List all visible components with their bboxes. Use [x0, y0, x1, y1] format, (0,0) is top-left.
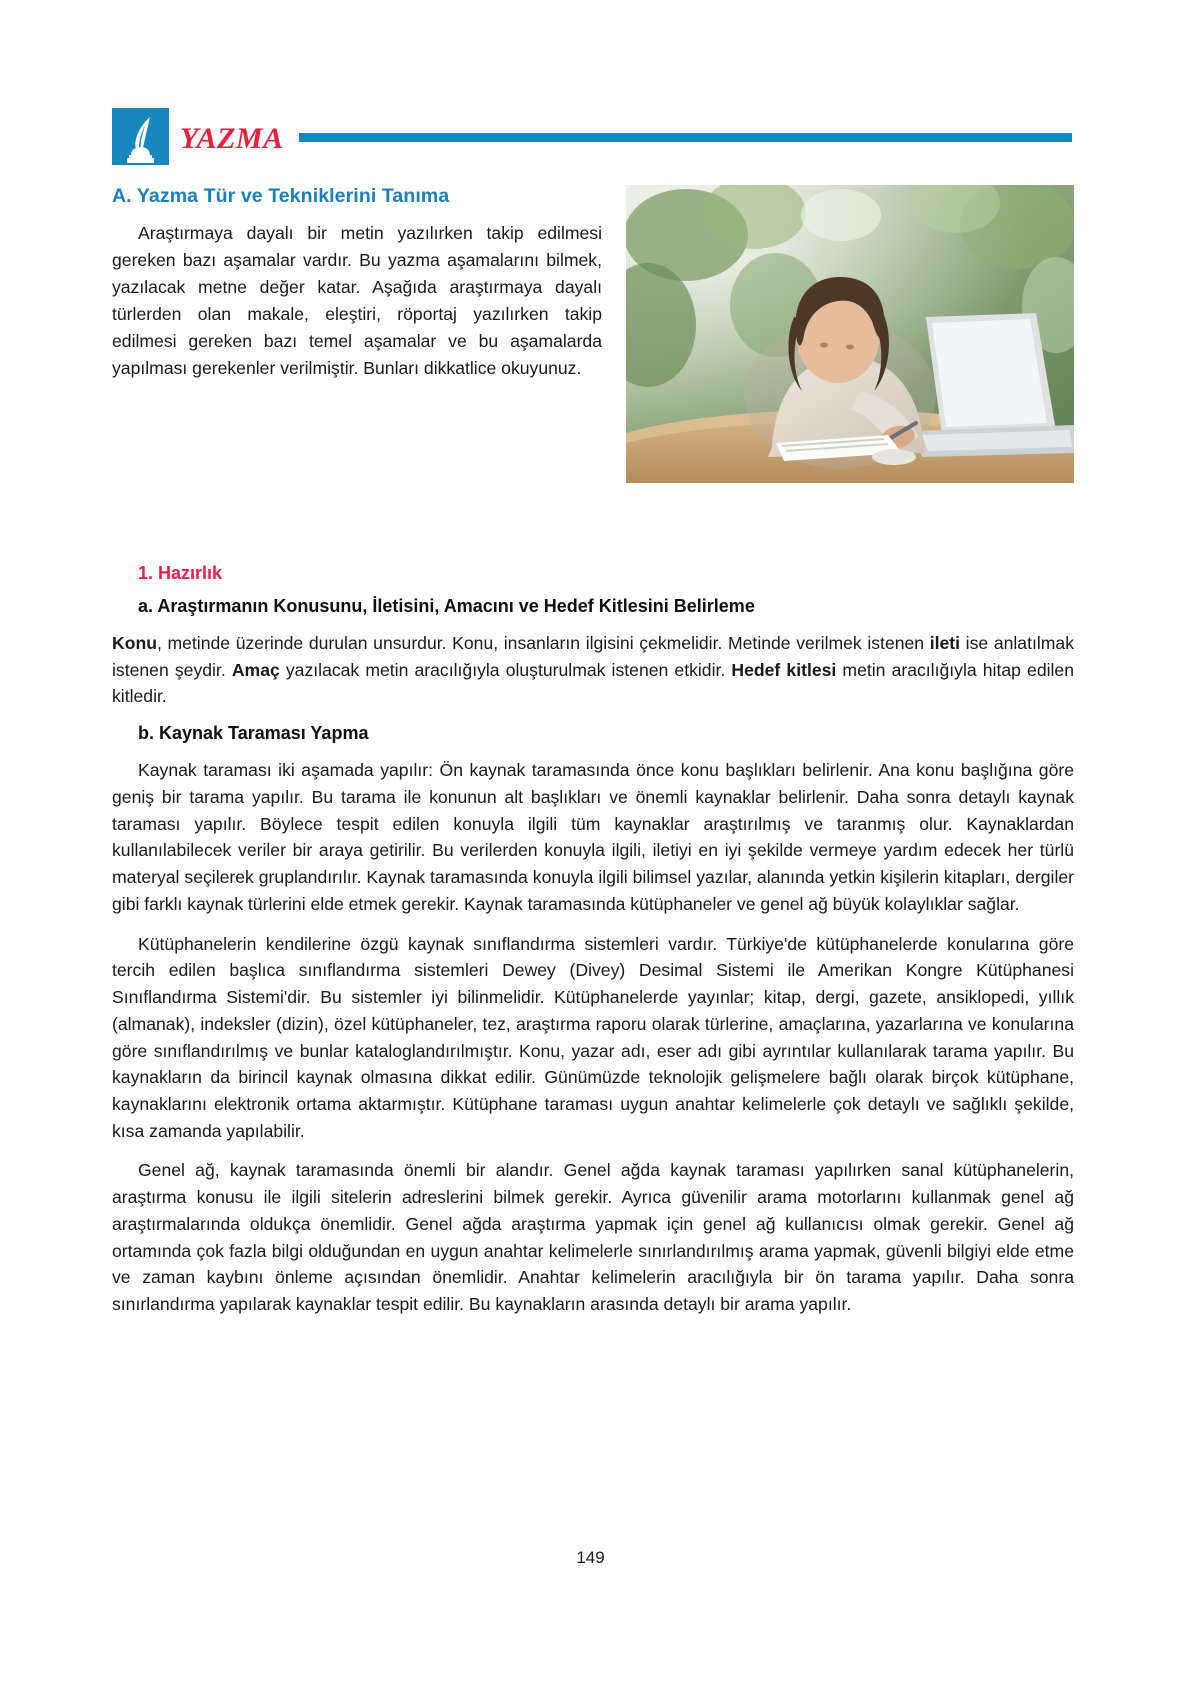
header-rule	[299, 133, 1072, 142]
page-title: A. Yazma Tür ve Tekniklerini Tanıma	[112, 185, 450, 207]
item-b-paragraphs	[112, 757, 1074, 1318]
intro-paragraph: Araştırmaya dayalı bir metin yazılırken takip edilmesi gereken bazı aşamalar vardır. Bu yazma aşamalarını bilmek, yazılacak metne değer katar. Aşağıda araştırmaya dayalı türlerden olan makale, eleştiri, röportaj yazılırken takip edilmesi gereken bazı temel aşamalar ve bu aşamalarda yapılması gerekenler verilmiştir. Bunları dikkatlice okuyunuz.	[112, 223, 602, 378]
header-title: YAZMA	[180, 122, 284, 155]
body-paragraph: Kaynak taraması iki aşamada yapılır: Ön kaynak taramasında önce konu başlıkları belirlenir. Ana konu başlığına göre geniş bir tarama yapılır. Bu tarama ile konunun alt başlıkları ve önemli kaynaklar belirlenir. Daha sonra detaylı kaynak taraması yapılır. Böylece tespit edilen konuyla ilgili tüm kaynaklar araştırılmış ve taranmış olur. Kaynaklardan kullanılabilecek veriler bir araya getirilir. Bu verilerden konuyla ilgili, iletiyi en iyi şekilde vermeye yardım edecek her türlü materyal seçilerek gruplandırılır. Kaynak taramasında konuyla ilgili bilimsel yazılar, alanında yetkin kişilerin kitapları, dergiler gibi farklı kaynak türlerini elde etmek gerekir. Kaynak taramasında kütüphaneler ve genel ağ büyük kolaylıklar sağlar.	[112, 760, 1074, 914]
item-heading-b: b. Kaynak Taraması Yapma	[138, 723, 369, 744]
item-a-paragraph: Konu, metinde üzerinde durulan unsurdur. Konu, insanların ilgisini çekmelidir. Metinde verilmek istenen ileti ise anlatılmak istenen şeydir. Amaç yazılacak metin aracılığıyla oluşturulmak istenen etkidir. Hedef kitlesi metin aracılığıyla hitap edilen kitledir.	[112, 633, 1074, 707]
subsection-heading-1: 1. Hazırlık	[138, 563, 223, 583]
body-paragraph: Kütüphanelerin kendilerine özgü kaynak sınıflandırma sistemleri vardır. Türkiye'de kütüphanelerde konularına göre tercih edilen başlıca sınıflandırma sistemleri Dewey (Divey) Desimal Sistemi ile Amerikan Kongre Kütüphanesi Sınıflandırma Sistemi'dir. Bu sistemler iyi bilinmelidir. Kütüphanelerde yayınlar; kitap, dergi, gazete, ansiklopedi, yıllık (almanak), indeksler (dizin), özel kütüphaneler, tez, araştırma raporu olarak türlerine, amaçlarına, yazarlarına ve konularına göre sınıflandırılmış ve bunlar kataloglandırılmıştır. Konu, yazar adı, eser adı gibi ayrıntılar kullanılarak tarama yapılır. Bu kaynakların da birincil kaynak olmasına dikkat edilir. Günümüzde teknolojik gelişmelere bağlı olarak birçok kütüphane, kaynaklarını elektronik ortama aktarmıştır. Kütüphane taraması uygun anahtar kelimelerle çok detaylı ve sağlıklı şekilde, kısa zamanda yapılabilir.	[112, 933, 1074, 1141]
quill-in-inkwell-icon	[112, 108, 169, 165]
intro-block	[112, 185, 1074, 505]
page-number: 149	[576, 1548, 605, 1567]
page-header	[112, 108, 1072, 170]
item-heading-a: a. Araştırmanın Konusunu, İletisini, Amacını ve Hedef Kitlesini Belirleme	[138, 596, 755, 616]
body-paragraph: Genel ağ, kaynak taramasında önemli bir alandır. Genel ağda kaynak taraması yapılırken sanal kütüphanelerin, araştırma konusu ile ilgili sitelerin adreslerini bilmek gerekir. Ayrıca güvenilir arama motorlarını kullanmak genel ağ araştırmalarında oldukça önemlidir. Genel ağda araştırma yapmak için genel ağ kullanıcısı olmak gerekir. Genel ağ ortamında çok fazla bilgi olduğundan en uygun anahtar kelimelerle sınırlandırılmış arama yapmak, güvenli bilgiyi elde etme ve zaman kaybını önleme açısından önemlidir. Anahtar kelimelerin aracılığıyla bir ön tarama yapılır. Daha sonra sınırlandırma yapılarak kaynaklar tespit edilir. Bu kaynakların arasında detaylı bir arama yapılır.	[112, 1160, 1074, 1315]
student-writing-photo	[626, 185, 1074, 483]
page-content	[112, 185, 1074, 1331]
